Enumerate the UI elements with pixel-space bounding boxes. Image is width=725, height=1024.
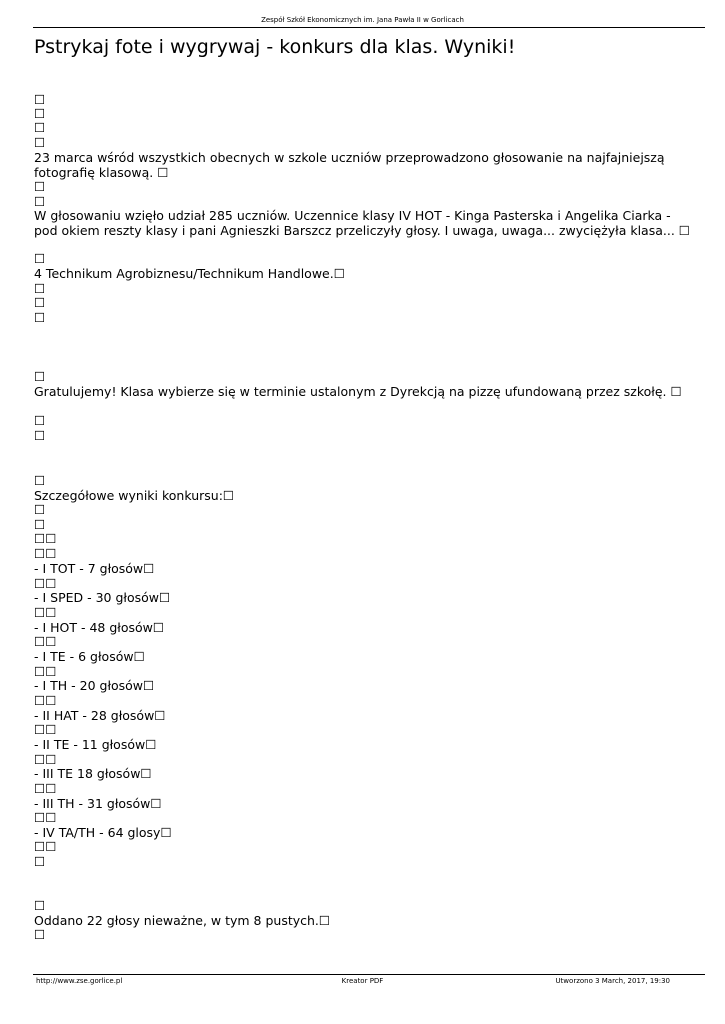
article-line: ☐☐ — [34, 664, 57, 679]
article-line: - III TH - 31 głosów☐ — [34, 796, 162, 811]
article-line: ☐ — [34, 502, 46, 517]
article-line: ☐ — [34, 106, 46, 121]
article-line: ☐ — [34, 92, 46, 107]
article-line: ☐☐ — [34, 781, 57, 796]
article-line: ☐ — [34, 295, 46, 310]
article-line: - III TE 18 głosów☐ — [34, 766, 152, 781]
article-line: - I TE - 6 głosów☐ — [34, 649, 145, 664]
article-line: ☐ — [34, 898, 46, 913]
article-line: - II HAT - 28 głosów☐ — [34, 708, 166, 723]
article-line: ☐ — [34, 120, 46, 135]
article-line: - I SPED - 30 głosów☐ — [34, 590, 171, 605]
footer-url: http://www.zse.gorlice.pl — [36, 977, 123, 985]
footer-created: Utworzono 3 March, 2017, 19:30 — [555, 977, 670, 985]
article-line: ☐ — [34, 194, 46, 209]
article-line: ☐☐ — [34, 576, 57, 591]
article-line: - IV TA/TH - 64 glosy☐ — [34, 825, 172, 840]
article-title: Pstrykaj fote i wygrywaj - konkurs dla klas. Wyniki! — [34, 36, 516, 58]
article-line: ☐ — [34, 310, 46, 325]
article-line: fotografię klasową. ☐ — [34, 165, 169, 180]
header-rule — [33, 27, 705, 28]
article-line: ☐☐ — [34, 531, 57, 546]
article-line: ☐ — [34, 413, 46, 428]
article-line: ☐ — [34, 517, 46, 532]
article-line: - I HOT - 48 głosów☐ — [34, 620, 165, 635]
article-line: ☐ — [34, 251, 46, 266]
article-line: Szczegółowe wyniki konkursu:☐ — [34, 488, 235, 503]
article-line: Oddano 22 głosy nieważne, w tym 8 pustych.☐ — [34, 913, 331, 928]
article-line: ☐ — [34, 179, 46, 194]
article-line: ☐☐ — [34, 605, 57, 620]
footer-rule — [33, 974, 705, 975]
article-line: ☐☐ — [34, 839, 57, 854]
article-line: ☐☐ — [34, 693, 57, 708]
article-line: ☐☐ — [34, 752, 57, 767]
article-line: - I TH - 20 głosów☐ — [34, 678, 155, 693]
article-line: 4 Technikum Agrobiznesu/Technikum Handlowe.☐ — [34, 266, 345, 281]
article-line: - II TE - 11 głosów☐ — [34, 737, 157, 752]
article-line: ☐ — [34, 369, 46, 384]
article-line: ☐ — [34, 473, 46, 488]
article-line: ☐ — [34, 854, 46, 869]
article-line: ☐☐ — [34, 634, 57, 649]
article-line: ☐☐ — [34, 810, 57, 825]
article-line: ☐ — [34, 428, 46, 443]
article-line: ☐ — [34, 135, 46, 150]
article-line: W głosowaniu wzięło udział 285 uczniów. Uczennice klasy IV HOT - Kinga Pasterska i Angelika Ciarka - — [34, 208, 671, 223]
article-line: ☐☐ — [34, 546, 57, 561]
article-line: - I TOT - 7 głosów☐ — [34, 561, 155, 576]
article-line: pod okiem reszty klasy i pani Agnieszki Barszcz przeliczyły głosy. I uwaga, uwaga... zwyciężyła klasa... ☐ — [34, 223, 690, 238]
article-line: ☐ — [34, 281, 46, 296]
article-line: ☐ — [34, 927, 46, 942]
article-line: Gratulujemy! Klasa wybierze się w terminie ustalonym z Dyrekcją na pizzę ufundowaną przez szkołę. ☐ — [34, 384, 682, 399]
footer-generator: Kreator PDF — [341, 977, 384, 985]
article-line: 23 marca wśród wszystkich obecnych w szkole uczniów przeprowadzono głosowanie na najfajniejszą — [34, 150, 665, 165]
page-header-school: Zespół Szkół Ekonomicznych im. Jana Pawła II w Gorlicach — [261, 16, 464, 24]
article-line: ☐☐ — [34, 722, 57, 737]
